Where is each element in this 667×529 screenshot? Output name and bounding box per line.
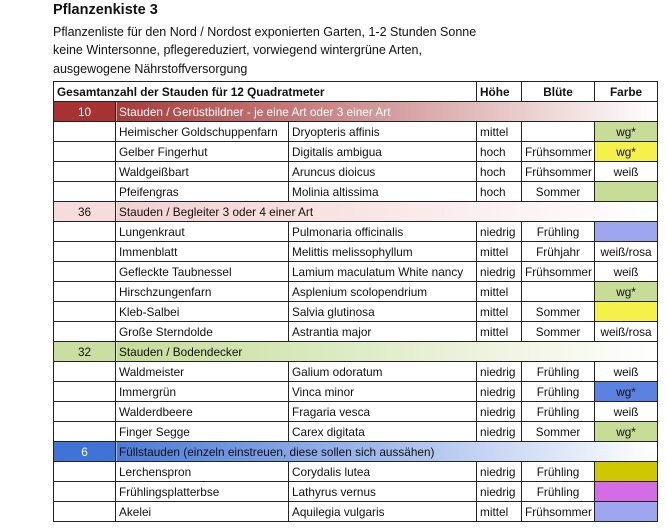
- plant-height: mittel: [477, 322, 522, 342]
- plant-height: niedrig: [477, 402, 522, 422]
- plant-name: Immenblatt: [116, 242, 289, 262]
- plant-bloom: Frühsommer: [522, 262, 595, 282]
- plant-latin: Digitalis ambigua: [289, 142, 477, 162]
- count-cell-empty: [54, 482, 116, 502]
- table-row: [54, 282, 658, 302]
- plant-bloom: Frühsommer: [522, 502, 595, 522]
- plant-height: niedrig: [477, 462, 522, 482]
- count-cell-empty: [54, 122, 116, 142]
- plant-latin: Vinca minor: [289, 382, 477, 402]
- table-row: [54, 242, 658, 262]
- count-cell-empty: [54, 322, 116, 342]
- section-row: [54, 342, 658, 362]
- plant-latin: Lathyrus vernus: [289, 482, 477, 502]
- plant-bloom: Sommer: [522, 322, 595, 342]
- plant-height: niedrig: [477, 262, 522, 282]
- plant-color: [595, 462, 658, 482]
- plant-color: [595, 182, 658, 202]
- plant-color: wg*: [595, 142, 658, 162]
- table-row: [54, 382, 658, 402]
- table-row: [54, 262, 658, 282]
- plant-latin: Asplenium scolopendrium: [289, 282, 477, 302]
- plant-color: [595, 502, 658, 522]
- plant-name: Waldmeister: [116, 362, 289, 382]
- plant-bloom: Frühling: [522, 462, 595, 482]
- section-count: 36: [54, 202, 116, 222]
- plant-name: Lungenkraut: [116, 222, 289, 242]
- section-row: [54, 442, 658, 462]
- plant-name: Walderdbeere: [116, 402, 289, 422]
- plant-bloom: Frühsommer: [522, 162, 595, 182]
- plant-color: [595, 302, 658, 322]
- plant-color: wg*: [595, 282, 658, 302]
- page-title: Pflanzenkiste 3: [53, 2, 158, 18]
- plant-latin: Salvia glutinosa: [289, 302, 477, 322]
- section-row: [54, 102, 658, 122]
- plant-latin: Molinia altissima: [289, 182, 477, 202]
- plant-color: weiß: [595, 162, 658, 182]
- plant-bloom: Frühling: [522, 222, 595, 242]
- table-row: [54, 422, 658, 442]
- count-cell-empty: [54, 382, 116, 402]
- count-cell-empty: [54, 262, 116, 282]
- intro-line-1: Pflanzenliste für den Nord / Nordost exponierten Garten, 1-2 Stunden Sonne: [53, 25, 477, 39]
- plant-height: hoch: [477, 142, 522, 162]
- count-cell-empty: [54, 502, 116, 522]
- plant-latin: Galium odoratum: [289, 362, 477, 382]
- count-cell-empty: [54, 162, 116, 182]
- plant-color: weiß/rosa: [595, 322, 658, 342]
- section-label: Füllstauden (einzeln einstreuen, diese sollen sich aussähen): [116, 442, 658, 462]
- plant-latin: Pulmonaria officinalis: [289, 222, 477, 242]
- plant-latin: Lamium maculatum White nancy: [289, 262, 477, 282]
- count-cell-empty: [54, 182, 116, 202]
- table-row: [54, 142, 658, 162]
- plant-name: Lerchenspron: [116, 462, 289, 482]
- plant-latin: Melittis melissophyllum: [289, 242, 477, 262]
- section-label: Stauden / Begleiter 3 oder 4 einer Art: [116, 202, 658, 222]
- plant-bloom: Frühling: [522, 402, 595, 422]
- section-count: 6: [54, 442, 116, 462]
- plant-bloom: Frühsommer: [522, 142, 595, 162]
- plant-color: wg*: [595, 422, 658, 442]
- plant-color: [595, 482, 658, 502]
- plant-bloom: Sommer: [522, 302, 595, 322]
- plant-height: niedrig: [477, 362, 522, 382]
- plant-bloom: Frühling: [522, 362, 595, 382]
- plant-height: mittel: [477, 122, 522, 142]
- table-row: [54, 322, 658, 342]
- table-row: [54, 302, 658, 322]
- table-row: [54, 182, 658, 202]
- plant-color: weiß: [595, 402, 658, 422]
- plant-name: Pfeifengras: [116, 182, 289, 202]
- count-cell-empty: [54, 422, 116, 442]
- section-label: Stauden / Bodendecker: [116, 342, 658, 362]
- plant-name: Gelber Fingerhut: [116, 142, 289, 162]
- count-cell-empty: [54, 302, 116, 322]
- plant-bloom: [522, 122, 595, 142]
- plant-latin: Aquilegia vulgaris: [289, 502, 477, 522]
- plant-latin: Carex digitata: [289, 422, 477, 442]
- table-row: [54, 402, 658, 422]
- header-bloom: Blüte: [522, 82, 595, 102]
- table-row: [54, 482, 658, 502]
- table-row: [54, 462, 658, 482]
- plant-name: Kleb-Salbei: [116, 302, 289, 322]
- plant-bloom: Frühling: [522, 482, 595, 502]
- section-label: Stauden / Gerüstbildner - je eine Art oder 3 einer Art: [116, 102, 658, 122]
- plant-name: Akelei: [116, 502, 289, 522]
- section-count: 32: [54, 342, 116, 362]
- plant-name: Gefleckte Taubnessel: [116, 262, 289, 282]
- plant-name: Große Sterndolde: [116, 322, 289, 342]
- plant-color: weiß: [595, 362, 658, 382]
- plant-bloom: [522, 282, 595, 302]
- plant-bloom: Frühjahr: [522, 242, 595, 262]
- section-count: 10: [54, 102, 116, 122]
- plant-latin: Fragaria vesca: [289, 402, 477, 422]
- table-row: [54, 222, 658, 242]
- plant-height: mittel: [477, 282, 522, 302]
- plant-name: Hirschzungenfarn: [116, 282, 289, 302]
- table-row: [54, 502, 658, 522]
- plant-height: niedrig: [477, 382, 522, 402]
- header-total: Gesamtanzahl der Stauden für 12 Quadratmeter: [54, 82, 477, 102]
- plant-height: hoch: [477, 162, 522, 182]
- count-cell-empty: [54, 282, 116, 302]
- plant-color: wg*: [595, 122, 658, 142]
- section-row: [54, 202, 658, 222]
- plant-height: mittel: [477, 502, 522, 522]
- plant-latin: Astrantia major: [289, 322, 477, 342]
- plant-color: [595, 222, 658, 242]
- plant-height: niedrig: [477, 482, 522, 502]
- plant-height: mittel: [477, 242, 522, 262]
- count-cell-empty: [54, 362, 116, 382]
- count-cell-empty: [54, 242, 116, 262]
- header-height: Höhe: [477, 82, 522, 102]
- plant-color: wg*: [595, 382, 658, 402]
- count-cell-empty: [54, 222, 116, 242]
- plant-latin: Corydalis lutea: [289, 462, 477, 482]
- plant-table: [53, 81, 658, 522]
- table-row: [54, 162, 658, 182]
- plant-bloom: Frühling: [522, 382, 595, 402]
- plant-bloom: Sommer: [522, 182, 595, 202]
- count-cell-empty: [54, 142, 116, 162]
- table-row: [54, 122, 658, 142]
- table-header-row: [54, 82, 658, 102]
- plant-color: weiß: [595, 262, 658, 282]
- intro-line-2: keine Wintersonne, pflegereduziert, vorwiegend wintergrüne Arten,: [53, 43, 422, 57]
- plant-color: weiß/rosa: [595, 242, 658, 262]
- count-cell-empty: [54, 462, 116, 482]
- plant-latin: Dryopteris affinis: [289, 122, 477, 142]
- plant-height: niedrig: [477, 222, 522, 242]
- plant-height: hoch: [477, 182, 522, 202]
- table-row: [54, 362, 658, 382]
- plant-name: Finger Segge: [116, 422, 289, 442]
- plant-name: Heimischer Goldschuppenfarn: [116, 122, 289, 142]
- count-cell-empty: [54, 402, 116, 422]
- plant-name: Immergrün: [116, 382, 289, 402]
- plant-height: mittel: [477, 302, 522, 322]
- plant-bloom: Sommer: [522, 422, 595, 442]
- plant-latin: Aruncus dioicus: [289, 162, 477, 182]
- header-color: Farbe: [595, 82, 658, 102]
- plant-height: niedrig: [477, 422, 522, 442]
- plant-name: Frühlingsplatterbse: [116, 482, 289, 502]
- plant-name: Waldgeißbart: [116, 162, 289, 182]
- intro-line-3: ausgewogene Nährstoffversorgung: [53, 62, 248, 76]
